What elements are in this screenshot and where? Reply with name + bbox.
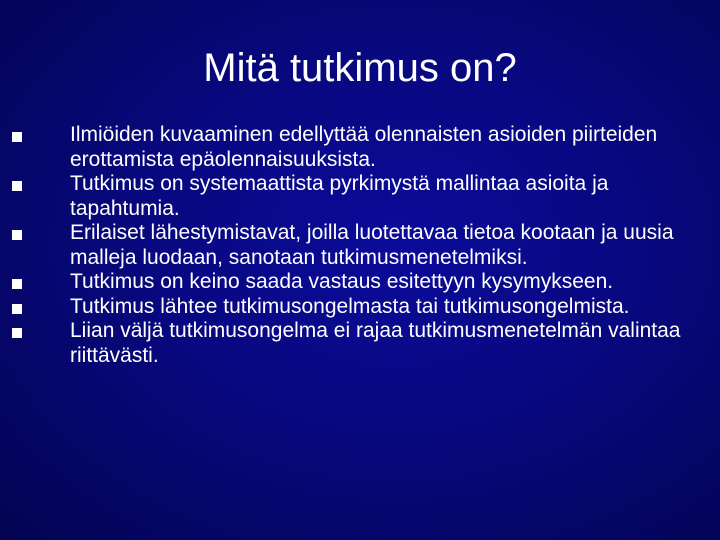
square-bullet-icon [12,230,22,240]
bullet-text: Tutkimus on keino saada vastaus esitettyyn kysymykseen. [70,270,614,293]
bullet-text: Tutkimus lähtee tutkimusongelmasta tai tutkimusongelmista. [70,294,630,318]
square-bullet-icon [12,279,22,289]
bullet-item [70,123,700,172]
bullet-text: Erilaiset lähestymistavat, joilla luotettavaa tietoa kootaan ja uusia malleja luodaan, sanotaan tutkimusmenetelmiksi. [70,221,674,269]
bullet-item [70,295,700,320]
bullet-text: Ilmiöiden kuvaaminen edellyttää olennaisten asioiden piirteiden erottamista epäolennaisuuksista. [70,123,658,171]
bullet-item [70,270,700,295]
bullet-item [70,221,700,270]
square-bullet-icon [12,132,22,142]
bullet-text: Tutkimus on systemaattista pyrkimystä mallintaa asioita ja tapahtumia. [70,172,609,220]
square-bullet-icon [12,328,22,338]
bullet-text: Liian väljä tutkimusongelma ei rajaa tutkimusmenetelmän valintaa riittävästi. [70,319,681,367]
bullet-list [70,123,700,368]
bullet-item [70,319,700,368]
slide-title: Mitä tutkimus on? [203,46,517,90]
square-bullet-icon [12,304,22,314]
square-bullet-icon [12,181,22,191]
bullet-item [70,172,700,221]
